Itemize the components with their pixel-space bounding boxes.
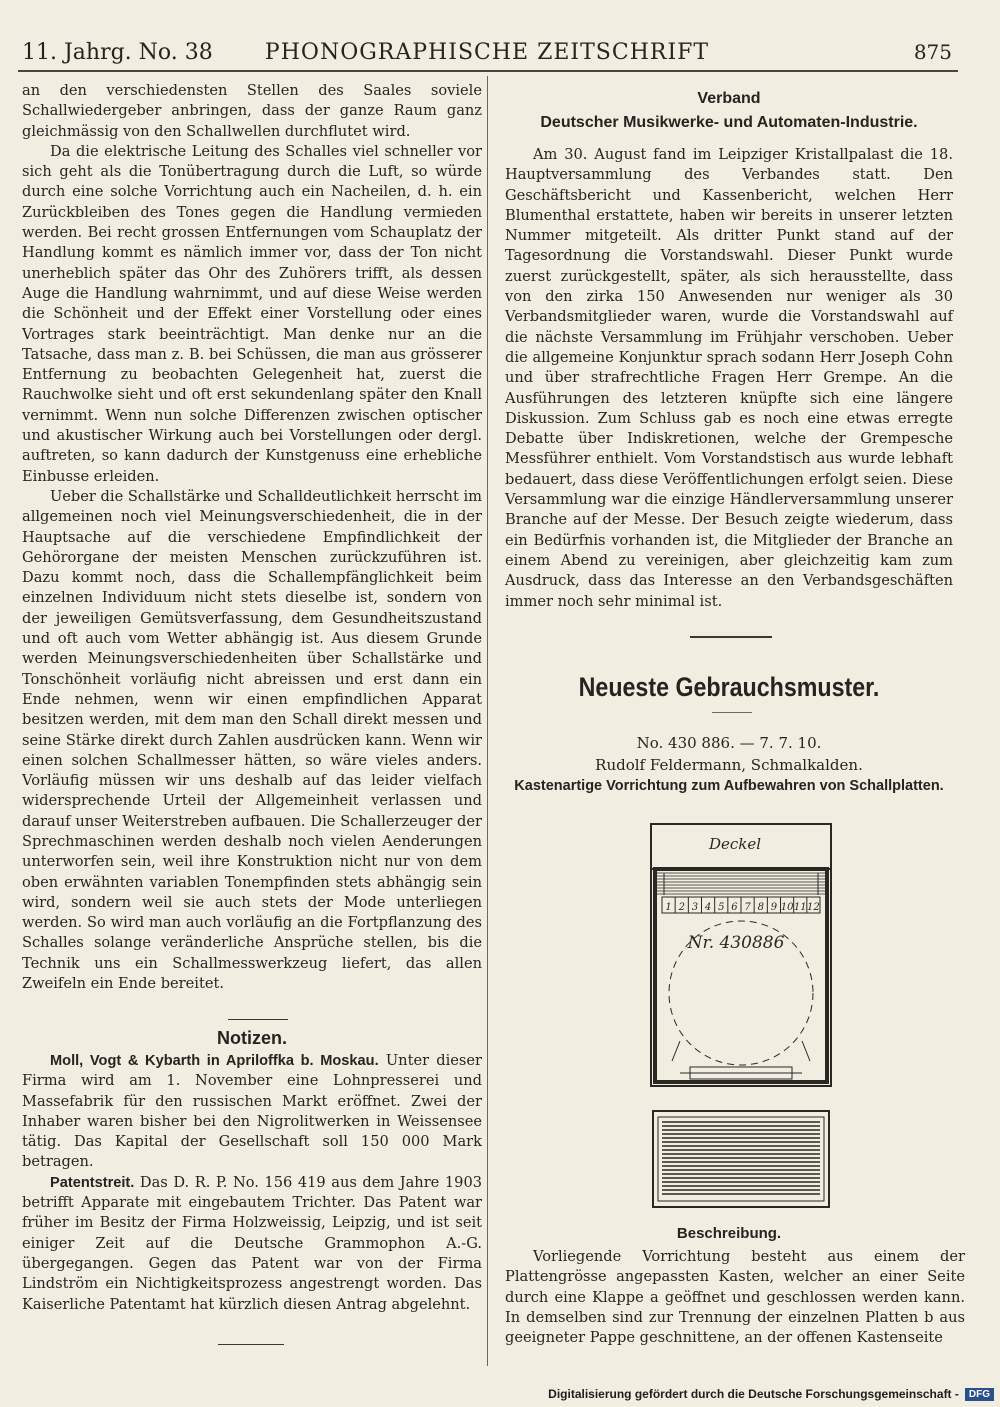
section-divider	[228, 1019, 288, 1020]
slot-number: 8	[757, 902, 764, 913]
lid-label: Deckel	[708, 835, 762, 853]
slot-number: 12	[807, 902, 820, 913]
patent-title: Kastenartige Vorrichtung zum Aufbewahren von Schallplatten.	[514, 778, 944, 794]
left-column-article	[22, 81, 482, 994]
record-box-side-figure	[652, 1110, 830, 1208]
column-divider	[487, 76, 488, 1366]
header-rule	[18, 70, 958, 72]
notiz-item-lead: Patentstreit.	[50, 1174, 135, 1191]
paragraph: Ueber die Schallstärke und Schalldeutlichkeit herrscht im allgemeinen noch viel Meinungsverschiedenheit, die in der Hauptsache auf die verschiedene Empfindlichkeit der Gehörorgane der meisten Menschen zurückzuführen ist. Dazu kommt noch, dass die Schallempfänglichkeit beim einzelnen Individuum nicht stets dieselbe ist, sondern von der jeweiligen Gemütsverfassung, dem Gesundheitszustand und oft auch vom Wetter abhängig ist. Aus diesem Grunde werden Meinungsverschiedenheiten über Schallstärke und Tonschönheit vorläufig nicht abreissen und erst dann ein Ende nehmen, wenn wir einen empfindlichen Apparat besitzen werden, mit dem man den Schall direkt messen und seine Stärke direkt durch Zahlen ausdrücken kann. Wenn wir einen solchen Schallmesser hätten, so wäre vieles anders. Vorläufig müssen wir uns deshalb auf das leider vielfach widersprechende Urteil der Allgemeinheit verlassen und darauf unser Weiterstreben aufbauen. Die Schallerzeuger der Sprechmaschinen werden deshalb noch vielen Aenderungen unterworfen sein, weil ihre Konstruktion nicht nur von dem oben erwähnten variablen Tonempfinden stets abhängig sein wird, sondern weil sie auch stets der Mode unterliegen werden. So wird man auch vorläufig an die Fortpflanzung des Schalles solange veränderliche Ansprüche stellen, bis die Technik uns ein Schallmesswerkzeug liefert, das allen Zweifeln ein Ende bereitet.	[22, 487, 482, 993]
paragraph: Vorliegende Vorrichtung besteht aus einem der Plattengrösse angepassten Kasten, welcher an einer Seite durch eine Klappe a geöffnet und geschlossen werden kann. In demselben sind zur Trennung der einzelnen Platten b aus geeigneter Pappe geschnittene, an der offenen Kastenseite	[505, 1248, 965, 1347]
footer-text: Digitalisierung gefördert durch die Deutsche Forschungsgemeinschaft -	[548, 1387, 959, 1401]
notizen-heading: Notizen.	[217, 1028, 287, 1048]
record-box-figure	[650, 823, 832, 1087]
page-number: 875	[913, 40, 952, 64]
dfg-logo: DFG	[965, 1388, 994, 1401]
handwritten-number: Nr. 430886	[687, 933, 785, 953]
volume-issue: 11. Jahrg. No. 38	[22, 40, 213, 65]
gebrauchsmuster-heading: Neueste Gebrauchsmuster.	[578, 672, 880, 702]
beschreibung-section	[505, 1247, 965, 1348]
heading-rule	[712, 712, 752, 713]
slot-number: 5	[718, 902, 725, 913]
verband-title: Verband	[697, 90, 761, 107]
paragraph: Da die elektrische Leitung des Schalles viel schneller vor sich geht als die Tonübertragung durch die Luft, so würde durch eine solche Vorrichtung auch ein Nacheilen, d. h. ein Zurückbleiben des Tones gegen die Handlung vermieden werden. Bei recht grossen Entfernungen vom Schauplatz der Handlung kommt es nämlich immer vor, dass der Ton nicht unerheblich später das Ohr des Zuhörers trifft, als dessen Auge die Handlung wahrnimmt, und auf diese Weise werden die Schönheit und der Effekt einer Vorstellung oder eines Vortrages stark beeinträchtigt. Man denke nur an die Tatsache, dass man z. B. bei Schüssen, die man aus grösserer Entfernung zu beobachten Gelegenheit hat, zuerst die Rauchwolke sieht und oft erst sekundenlang später den Knall vernimmt. Wenn nun solche Differenzen zwischen optischer und akustischer Wirkung auch bei Vorstellungen oder dergl. auftreten, so kann dadurch der Kunstgenuss eine erhebliche Einbusse erleiden.	[22, 142, 482, 485]
paragraph: an den verschiedensten Stellen des Saales soviele Schallwiedergeber anbringen, dass der ganze Raum ganz gleichmässig von den Schallwellen durchflutet wird.	[22, 82, 482, 140]
slot-number: 3	[691, 902, 699, 913]
corner-marks	[672, 1041, 810, 1061]
digitization-footer	[548, 1385, 994, 1403]
paragraph: Am 30. August fand im Leipziger Kristallpalast die 18. Hauptversammlung des Verbandes statt. Den Geschäftsbericht und Kassenbericht, welchen Herr Blumenthal erstattete, haben wir bereits in unserer letzten Nummer mitgeteilt. Als dritter Punkt stand auf der Tagesordnung die Vorstandswahl. Dieser Punkt wurde zuerst zurückgestellt, später, als sich herausstellte, dass von den zirka 150 Anwesenden nur weniger als 30 Verbandsmitglieder waren, wurde die Vorstandswahl auf die nächste Versammlung im Frühjahr verschoben. Ueber die allgemeine Konjunktur sprach sodann Herr Joseph Cohn und über strafrechtliche Fragen Herr Grempe. An die Ausführungen des letzteren knüpfte sich eine längere Diskussion. Zum Schluss gab es noch eine etwas erregte Debatte über Indiskretionen, welche der Grempesche Messführer enthielt. Vom Vorstandstisch aus wurde lebhaft bedauert, dass diese Veröffentlichungen erfolgt seien. Diese Versammlung war die einzige Händlerversammlung unserer Branche auf der Messe. Der Besuch zeigte wiederum, dass ein Bedürfnis vorhanden ist, die Mitglieder der Branche an einem Abend zu vereinigen, aber gleichzeitig kam zum Ausdruck, dass das Interesse an den Verbandsgeschäften immer noch sehr minimal ist.	[505, 146, 953, 610]
plate-lines	[662, 1122, 820, 1194]
verband-article	[505, 145, 953, 612]
slot-number: 4	[704, 902, 712, 913]
verband-subtitle: Deutscher Musikwerke- und Automaten-Industrie.	[540, 114, 918, 131]
patent-owner: Rudolf Feldermann, Schmalkalden.	[595, 756, 863, 774]
slot-number: 1	[665, 902, 672, 913]
notiz-item-lead: Moll, Vogt & Kybarth in Apriloffka b. Moskau.	[50, 1053, 379, 1069]
beschreibung-heading: Beschreibung.	[676, 1225, 782, 1242]
slot-number: 2	[678, 902, 685, 913]
page-header	[22, 38, 952, 70]
section-divider	[218, 1344, 284, 1345]
slot-number: 6	[731, 902, 738, 913]
slot-number: 11	[793, 902, 807, 913]
notizen-section	[22, 1051, 482, 1315]
section-divider	[690, 636, 772, 638]
notiz-item-text: Das D. R. P. No. 156 419 aus dem Jahre 1903 betrifft Apparate mit eingebautem Trichter. Das Patent war früher im Besitz der Firma Holzweissig, Leipzig, und ist seit einiger Zeit auf die Deutsche Grammophon A.-G. übergegangen. Gegen das Patent war von der Firma Lindström ein Nichtigkeitsprozess angestrengt worden. Das Kaiserliche Patentamt hat kürzlich diesen Antrag abgelehnt.	[22, 1173, 483, 1313]
lid-hatching	[656, 873, 826, 894]
notiz-item-text: Unter dieser Firma wird am 1. November eine Lohnpresserei und Massefabrik für den russischen Markt eröffnet. Zwei der Inhaber waren bisher bei den Nigrolitwerken in Weissensee tätig. Das Kapital der Gesellschaft soll 150 000 Mark betragen.	[22, 1052, 483, 1171]
slot-number: 7	[744, 902, 751, 913]
notiz-item	[22, 1051, 482, 1173]
notiz-item	[22, 1173, 482, 1315]
slot-numbers	[665, 897, 819, 913]
journal-title: PHONOGRAPHISCHE ZEITSCHRIFT	[264, 40, 710, 65]
patent-number: No. 430 886. — 7. 7. 10.	[636, 734, 822, 752]
slot-number: 9	[770, 902, 778, 913]
slot-number: 10	[780, 902, 794, 913]
